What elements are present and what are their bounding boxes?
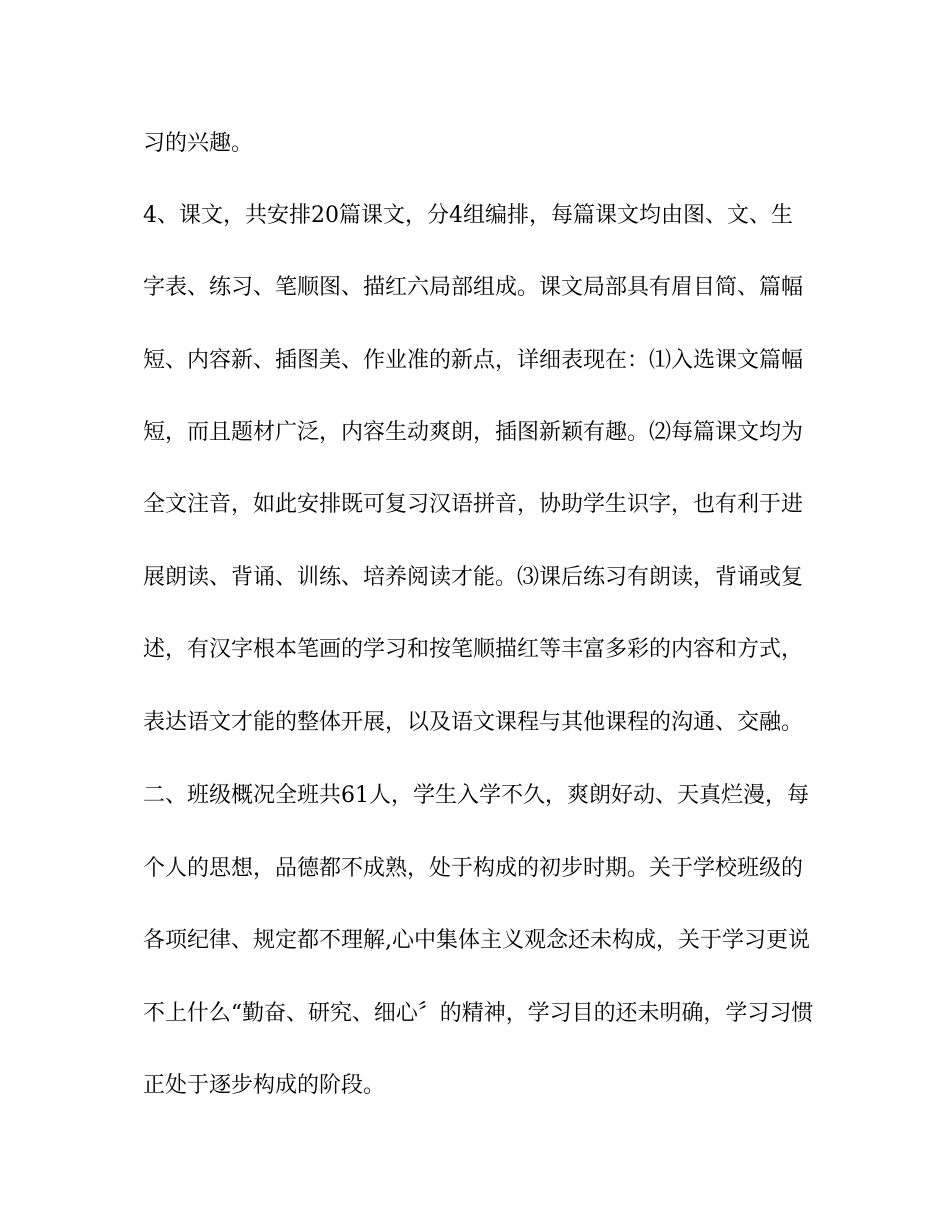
text-line-6: 全文注音，如此安排既可复习汉语拼音，协助学生识字，也有利于进 xyxy=(143,492,804,517)
text-line-5: 短，而且题材广泛，内容生动爽朗，插图新颖有趣。⑵每篇课文均为 xyxy=(143,420,804,445)
text-line-7: 展朗读、背诵、训练、培养阅读才能。⑶课后练习有朗读，背诵或复 xyxy=(143,565,804,590)
text-line-8: 述，有汉字根本笔画的学习和按笔顺描红等丰富多彩的内容和方式， xyxy=(143,637,804,662)
text-line-4: 短、内容新、插图美、作业准的新点，详细表现在：⑴入选课文篇幅 xyxy=(143,348,804,373)
text-line-12: 各项纪律、规定都不理解,心中集体主义观念还未构成，关于学习更说 xyxy=(143,928,810,953)
text-line-9: 表达语文才能的整体开展，以及语文课程与其他课程的沟通、交融。 xyxy=(143,710,804,735)
text-line-10: 二、班级概况全班共61人，学生入学不久，爽朗好动、天真烂漫，每 xyxy=(143,783,809,808)
text-line-2: 4、课文，共安排20篇课文，分4组编排，每篇课文均由图、文、生 xyxy=(143,203,793,228)
text-line-3: 字表、练习、笔顺图、描红六局部组成。课文局部具有眉目简、篇幅 xyxy=(143,275,804,300)
text-line-1: 习的兴趣。 xyxy=(143,131,254,156)
text-line-14: 正处于逐步构成的阶段。 xyxy=(143,1073,386,1098)
text-line-11: 个人的思想，品德都不成熟，处于构成的初步时期。关于学校班级的 xyxy=(143,856,804,881)
text-line-13: 不上什么“勤奋、研究、细心〞的精神，学习目的还未明确，学习习惯 xyxy=(143,1001,814,1026)
